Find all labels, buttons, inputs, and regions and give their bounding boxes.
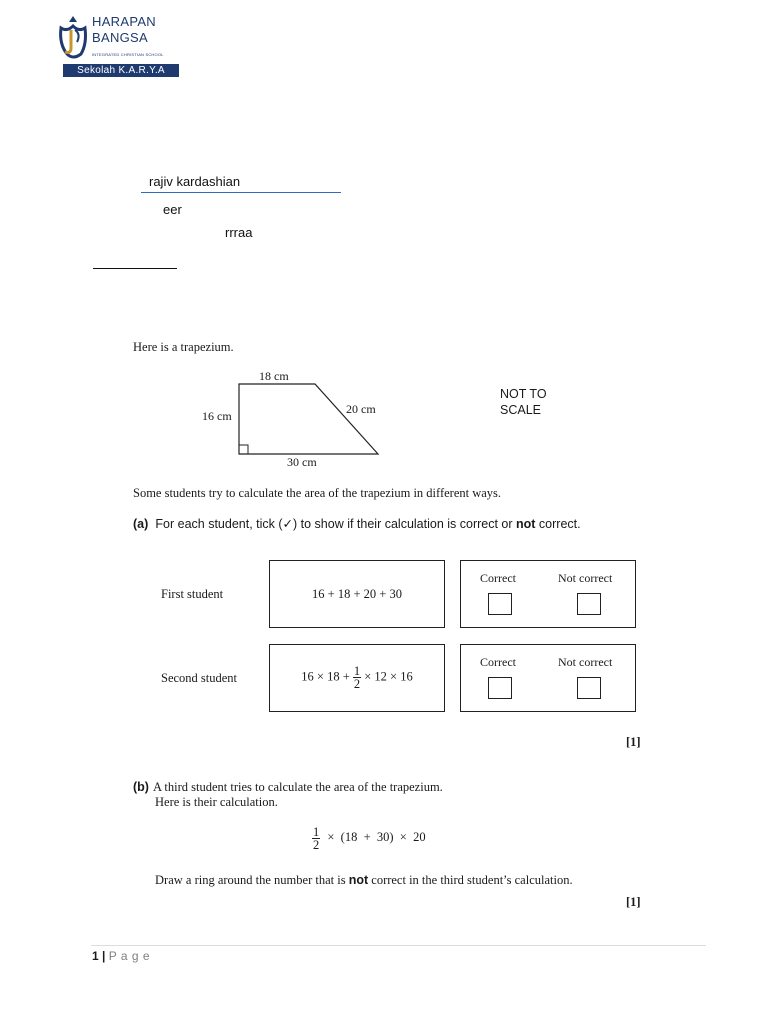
logo-tagline: INTEGRATED CHRISTIAN SCHOOL (92, 52, 164, 57)
school-logo (55, 14, 180, 78)
note-line1: NOT TO (500, 387, 547, 401)
second-student-calc-box (269, 644, 445, 712)
second-correct-checkbox[interactable] (488, 677, 512, 699)
first-student-calc: 16 + 18 + 20 + 30 (312, 587, 402, 601)
label-bottom: 30 cm (287, 455, 317, 469)
blank-line (93, 268, 177, 269)
part-b-line1: A third student tries to calculate the area of the trapezium. (152, 780, 443, 794)
third-calc-den: 2 (313, 838, 320, 852)
part-a-text-bold: not (516, 517, 536, 531)
question-intro: Here is a trapezium. (133, 340, 234, 354)
first-student-label: First student (161, 587, 224, 601)
second-student-label: Second student (161, 671, 238, 685)
part-b-instruction-before: Draw a ring around the number that is (155, 873, 349, 887)
first-student-calc-box (269, 560, 445, 628)
second-calc-suffix: × 12 × 16 (361, 669, 413, 684)
second-student-tick-panel (460, 644, 636, 712)
logo-name-line2: BANGSA (92, 30, 148, 45)
part-b-text (133, 780, 443, 810)
not-to-scale-note (500, 386, 547, 418)
first-not-correct-label: Not correct (558, 571, 613, 585)
part-a-instruction (133, 516, 581, 532)
second-correct-label: Correct (480, 655, 516, 669)
second-not-correct-checkbox[interactable] (577, 677, 601, 699)
second-not-correct-label: Not correct (558, 655, 613, 669)
trapezium-diagram (230, 380, 385, 460)
part-a-label: (a) (133, 517, 149, 531)
third-calc-rest: × (18 + 30) × 20 (327, 830, 426, 845)
logo-name-line1: HARAPAN (92, 14, 156, 29)
school-crest-icon (55, 14, 91, 64)
second-calc-den: 2 (353, 677, 361, 691)
page-word: P a g e (108, 949, 151, 963)
label-top: 18 cm (259, 369, 289, 383)
first-student-tick-panel (460, 560, 636, 628)
third-calc-num: 1 (313, 825, 320, 839)
part-a-text-before: For each student, tick (✓) to show if their calculation is correct or (155, 517, 517, 531)
part-b-instruction-after: correct in the third student’s calculation. (368, 873, 573, 887)
page-number: 1 (92, 949, 99, 963)
note-line2: SCALE (500, 403, 541, 417)
part-b-instruction (155, 873, 573, 888)
part-a-text-after: correct. (535, 517, 581, 531)
footer-rule (91, 945, 706, 946)
field-line2: eer (163, 202, 182, 217)
question-lead: Some students try to calculate the area of the trapezium in different ways. (133, 486, 502, 500)
student-name-field[interactable] (141, 174, 341, 193)
logo-school-name: Sekolah K.A.R.Y.A (63, 64, 179, 77)
part-b-line2: Here is their calculation. (155, 795, 278, 809)
part-b-label: (b) (133, 780, 149, 794)
first-correct-checkbox[interactable] (488, 593, 512, 615)
first-correct-label: Correct (480, 571, 516, 585)
label-slant: 20 cm (346, 402, 376, 416)
label-left: 16 cm (202, 409, 232, 423)
student-name-value: rajiv kardashian (149, 174, 241, 189)
first-not-correct-checkbox[interactable] (577, 593, 601, 615)
second-student-calc (270, 665, 444, 690)
footer-separator: | (102, 949, 106, 963)
third-student-calc (312, 826, 426, 851)
field-line3: rrraa (225, 225, 253, 240)
part-b-instruction-bold: not (348, 873, 369, 887)
part-a-marks: [1] (626, 735, 641, 749)
part-b-marks: [1] (626, 895, 641, 909)
second-calc-prefix: 16 × 18 + (301, 669, 353, 684)
second-calc-num: 1 (353, 664, 361, 678)
page-footer (92, 949, 150, 963)
